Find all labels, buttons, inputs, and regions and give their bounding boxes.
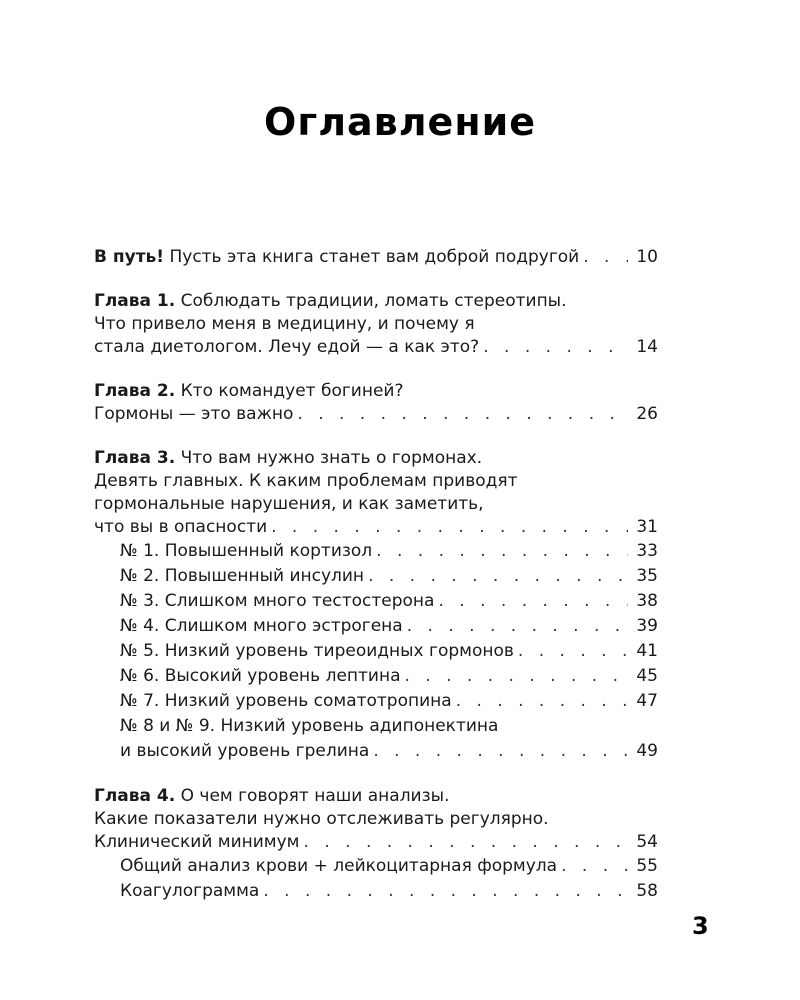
page-title: Оглавление [264,100,536,144]
dot-leader [304,831,628,854]
toc-subentry [94,589,658,614]
toc-page-number: 31 [636,517,658,537]
toc-entry-text: Гормоны — это важно [94,404,294,424]
toc-subentry [94,614,658,639]
toc-entry-text: Пусть эта книга станет вам доброй подругой [169,247,580,267]
toc-subentry [94,639,658,664]
dot-leader [407,614,628,639]
toc-line: Что привело меня в медицину, и почему я [94,314,475,334]
dot-leader [376,539,628,564]
dot-leader [561,854,628,879]
dot-leader [373,739,628,764]
toc-subentry [94,689,658,714]
dot-leader [263,879,628,904]
toc-subentry-text: № 4. Слишком много эстрогена [120,616,403,636]
toc-line [94,336,658,359]
toc-entry-text: Кто командует богиней? [180,381,404,401]
table-of-contents [94,246,658,925]
toc-line [94,290,658,313]
dot-leader [271,516,628,539]
toc-page-number: 26 [636,404,658,424]
toc-page-number: 49 [636,741,658,761]
toc-page-number: 45 [636,666,658,686]
toc-entry-label: Глава 4. [94,786,176,806]
toc-page-number: 10 [636,247,658,267]
toc-line: гормональные нарушения, и как заметить, [94,494,484,514]
toc-subentry-text: № 5. Низкий уровень тиреоидных гормонов [120,641,514,661]
dot-leader [368,564,628,589]
toc-page-number: 55 [636,856,658,876]
toc-entry-text: Клинический минимум [94,832,300,852]
toc-page-number: 33 [636,541,658,561]
toc-subentry-text: № 7. Низкий уровень соматотропина [120,691,452,711]
toc-line [94,403,658,426]
toc-subentry-text: и высокий уровень грелина [120,741,370,761]
toc-line [94,831,658,854]
toc-entry-text: Что вам нужно знать о гормонах. [180,448,483,468]
dot-leader [438,589,628,614]
toc-subentry-text: № 6. Высокий уровень лептина [120,666,401,686]
toc-page-number: 14 [636,337,658,357]
dot-leader [297,403,628,426]
toc-subentry-text: № 2. Повышенный инсулин [120,566,365,586]
page-number: 3 [692,912,709,940]
toc-page-number: 39 [636,616,658,636]
toc-entry-chapter-1 [94,290,658,359]
toc-entry-intro [94,246,658,269]
toc-entry-label: Глава 2. [94,381,176,401]
toc-entry-label: Глава 3. [94,448,176,468]
toc-subentry [94,664,658,689]
dot-leader [583,246,628,269]
toc-subentry [94,564,658,589]
toc-entry-text: что вы в опасности [94,517,268,537]
toc-entry-label: Глава 1. [94,291,176,311]
toc-entry-chapter-2 [94,380,658,426]
toc-entry-chapter-3 [94,447,658,764]
toc-page-number: 54 [636,832,658,852]
toc-line: Какие показатели нужно отслеживать регулярно. [94,809,549,829]
toc-line [94,447,658,470]
toc-page-number: 47 [636,691,658,711]
toc-entry-label: В путь! [94,247,165,267]
toc-entry-text: Соблюдать традиции, ломать стереотипы. [180,291,567,311]
dot-leader [456,689,628,714]
toc-subentry [94,739,658,764]
toc-entry-text: О чем говорят наши анализы. [180,786,450,806]
toc-subentry [94,854,658,879]
toc-subentry [94,539,658,564]
toc-subentry-text: № 8 и № 9. Низкий уровень адипонектина [120,716,499,736]
toc-page-number: 58 [636,881,658,901]
toc-line: Девять главных. К каким проблемам приводят [94,471,518,491]
toc-page-number: 38 [636,591,658,611]
toc-entry-chapter-4 [94,785,658,904]
toc-line [94,516,658,539]
dot-leader [518,639,628,664]
toc-subentry-text: Общий анализ крови + лейкоцитарная формула [120,856,558,876]
toc-subentry [94,879,658,904]
toc-page-number: 35 [636,566,658,586]
toc-subentry-text: № 3. Слишком много тестостерона [120,591,435,611]
toc-line [94,380,658,403]
dot-leader [483,336,628,359]
toc-line [94,246,658,269]
toc-page-number: 41 [636,641,658,661]
toc-subentry-text: Коагулограмма [120,881,260,901]
toc-line [94,785,658,808]
toc-subentry-text: № 1. Повышенный кортизол [120,541,373,561]
dot-leader [405,664,629,689]
toc-entry-text: стала диетологом. Лечу едой — а как это? [94,337,480,357]
